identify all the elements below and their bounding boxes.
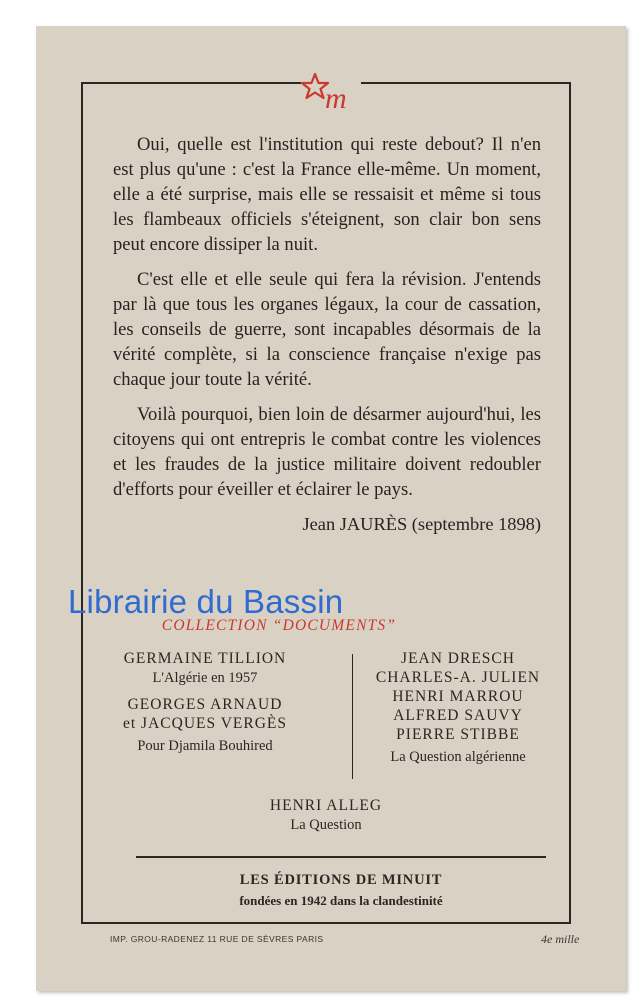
author-name: CHARLES-A. JULIEN xyxy=(375,669,541,686)
quote-paragraph-1: Oui, quelle est l'institution qui reste debout? Il n'en est plus qu'une : c'est la France elle-même. Un moment, elle a été surprise, mais elle se ressaisit et même si tous les flambeaux officiels s'éteignent, son clair bon sens peut encore dissiper la nuit. xyxy=(113,134,541,255)
collection-right-column xyxy=(358,649,558,767)
publisher-block xyxy=(136,856,546,912)
collection-bottom-entry xyxy=(216,796,436,835)
column-divider xyxy=(352,654,353,779)
author-name: PIERRE STIBBE xyxy=(396,726,520,743)
jaures-quote xyxy=(113,132,541,547)
author-name: GEORGES ARNAUD xyxy=(127,696,283,713)
collection-left-column xyxy=(100,649,310,756)
author-name: JEAN DRESCH xyxy=(401,650,515,667)
book-title: Pour Djamila Bouhired xyxy=(137,738,273,754)
publisher-name: LES ÉDITIONS DE MINUIT xyxy=(239,872,443,888)
book-title: La Question algérienne xyxy=(390,749,526,765)
book-title: La Question xyxy=(290,817,362,833)
publisher-emblem xyxy=(301,68,361,118)
emblem-letter: m xyxy=(325,82,347,115)
author-name: et JACQUES VERGÈS xyxy=(123,715,287,732)
quote-paragraph-2: C'est elle et elle seule qui fera la révision. J'entends par là que tous les organes légaux, la cour de cassation, les conseils de guerre, sont incapables désormais de la vérité complète, si la conscience française n'exige pas chaque jour toute la vérité. xyxy=(113,269,541,390)
printing-number: 4e mille xyxy=(541,932,580,946)
star-m-logo-icon xyxy=(301,68,361,118)
collection-title: COLLECTION “DOCUMENTS” xyxy=(161,617,397,634)
book-title: L'Algérie en 1957 xyxy=(152,670,258,686)
back-cover xyxy=(36,26,626,991)
publisher-tagline: fondées en 1942 dans la clandestinité xyxy=(239,893,443,908)
author-name: HENRI MARROU xyxy=(392,688,524,705)
author-name: GERMAINE TILLION xyxy=(123,650,287,667)
quote-signature: Jean JAURÈS (septembre 1898) xyxy=(302,514,541,534)
author-name: ALFRED SAUVY xyxy=(393,707,523,724)
author-name: HENRI ALLEG xyxy=(269,797,383,814)
quote-paragraph-3: Voilà pourquoi, bien loin de désarmer aujourd'hui, les citoyens qui ont entrepris le combat contre les violences et les fraudes de la justice militaire doivent redoubler d'efforts pour éveiller et éclairer le pays. xyxy=(113,404,541,500)
printer-imprint: IMP. GROU-RADENEZ 11 RUE DE SÈVRES PARIS xyxy=(110,934,324,944)
watermark-text: Librairie du Bassin xyxy=(68,583,344,620)
